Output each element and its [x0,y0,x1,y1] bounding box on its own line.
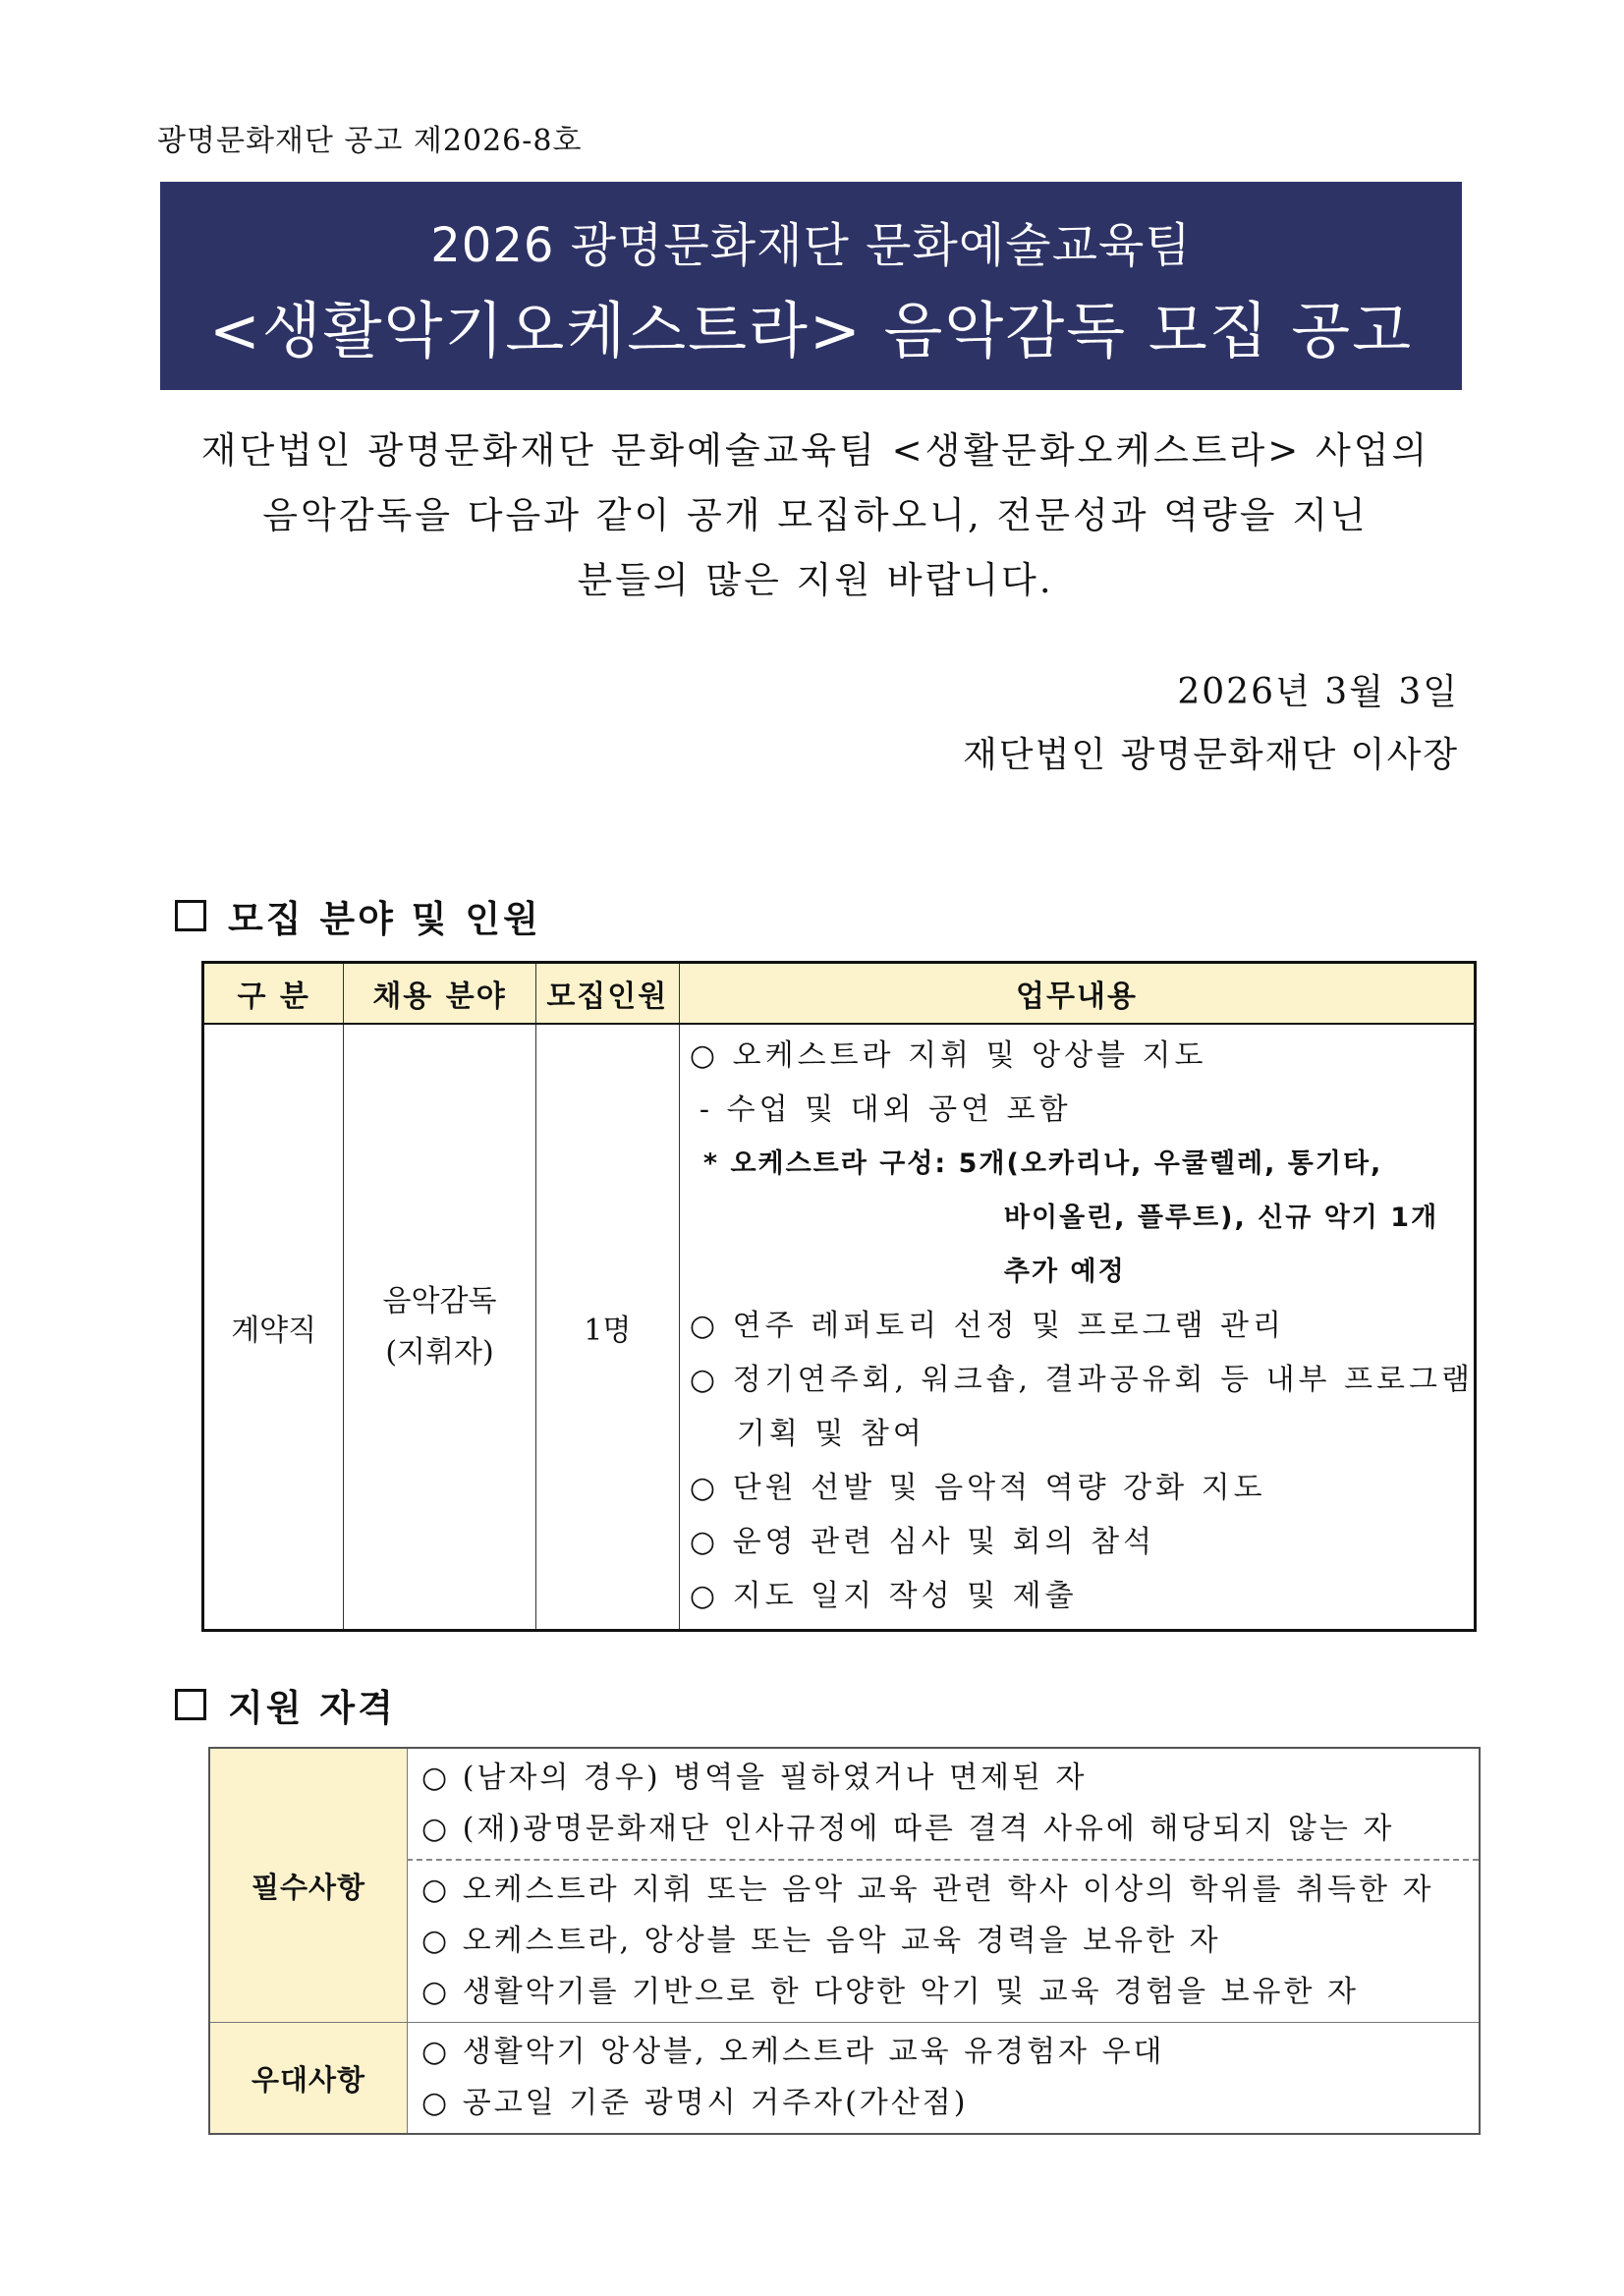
list-item: ○ 생활악기를 기반으로 한 다양한 악기 및 교육 경험을 보유한 자 [421,1975,1360,2009]
notice-number: 광명문화재단 공고 제2026-8호 [157,124,583,158]
required-items-a [408,1748,1481,1860]
section-qualification-title: 지원 자격 [228,1687,396,1729]
duty-subitem: - 수업 및 대외 공연 포함 [699,1092,1072,1127]
table-row [203,1024,1476,1631]
list-item: ○ 오케스트라, 앙상블 또는 음악 교육 경력을 보유한 자 [421,1924,1221,1958]
duty-item: ○ 연주 레퍼토리 선정 및 프로그램 관리 [689,1309,1286,1343]
field-line-1: 음악감독 [382,1283,497,1318]
banner-title-line2: <생활악기오케스트라> 음악감독 모집 공고 [208,295,1414,366]
banner-title-line1: 2026 광명문화재단 문화예술교육팀 [430,218,1192,273]
cell-count: 1명 [535,1024,679,1631]
duty-item: ○ 지도 일지 작성 및 제출 [689,1579,1078,1613]
duty-item: ○ 오케스트라 지휘 및 앙상블 지도 [689,1038,1207,1073]
duty-item-cont: 기획 및 참여 [736,1417,925,1451]
checkbox-square-icon [175,900,206,931]
recruitment-table [201,961,1477,1632]
preferred-label: 우대사항 [209,2023,408,2135]
duty-note-cont: 바이올린, 플루트), 신규 악기 1개 [1003,1203,1439,1233]
checkbox-square-icon [175,1689,206,1720]
preferred-items [408,2023,1481,2135]
table-row [209,2023,1480,2135]
duty-item: ○ 운영 관련 심사 및 회의 참석 [689,1525,1156,1559]
header-count: 모집인원 [535,963,679,1025]
notice-date: 2026년 3월 3일 [1177,672,1459,712]
required-label: 필수사항 [209,1748,408,2023]
duty-note: * 오케스트라 구성: 5개(오카리나, 우쿨렐레, 통기타, [702,1148,1383,1179]
intro-line-3: 분들의 많은 지원 바랍니다. [577,559,1054,601]
list-item: ○ (재)광명문화재단 인사규정에 따른 결격 사유에 해당되지 않는 자 [421,1812,1395,1846]
list-item: ○ 공고일 기준 광명시 거주자(가산점) [421,2086,969,2120]
intro-line-2: 음악감독을 다음과 같이 공개 모집하오니, 전문성과 역량을 지닌 [262,494,1369,536]
list-item: ○ 생활악기 앙상블, 오케스트라 교육 유경험자 우대 [421,2035,1165,2069]
title-banner [160,182,1462,390]
field-line-2: (지휘자) [385,1334,494,1370]
intro-line-1: 재단법인 광명문화재단 문화예술교육팀 <생활문화오케스트라> 사업의 [200,429,1430,472]
table-row [209,1748,1480,1860]
qualification-table [208,1747,1481,2135]
list-item: ○ (남자의 경우) 병역을 필하였거나 면제된 자 [421,1761,1088,1795]
list-item: ○ 오케스트라 지휘 또는 음악 교육 관련 학사 이상의 학위를 취득한 자 [421,1873,1434,1907]
issuer: 재단법인 광명문화재단 이사장 [963,735,1459,775]
header-duties: 업무내용 [679,963,1475,1025]
duty-note-cont: 추가 예정 [1003,1257,1126,1287]
header-field: 채용 분야 [344,963,535,1025]
header-category: 구 분 [203,963,344,1025]
cell-field [344,1024,535,1631]
duty-item: ○ 정기연주회, 워크숍, 결과공유회 등 내부 프로그램 [689,1363,1474,1397]
required-items-b [408,1860,1481,2023]
table-header-row [203,963,1476,1025]
cell-category: 계약직 [203,1024,344,1631]
cell-duties [679,1024,1475,1631]
duty-item: ○ 단원 선발 및 음악적 역량 강화 지도 [689,1471,1266,1505]
section-recruitment-heading [175,889,541,942]
section-qualification-heading [175,1678,396,1731]
section-recruitment-title: 모집 분야 및 인원 [228,898,541,940]
